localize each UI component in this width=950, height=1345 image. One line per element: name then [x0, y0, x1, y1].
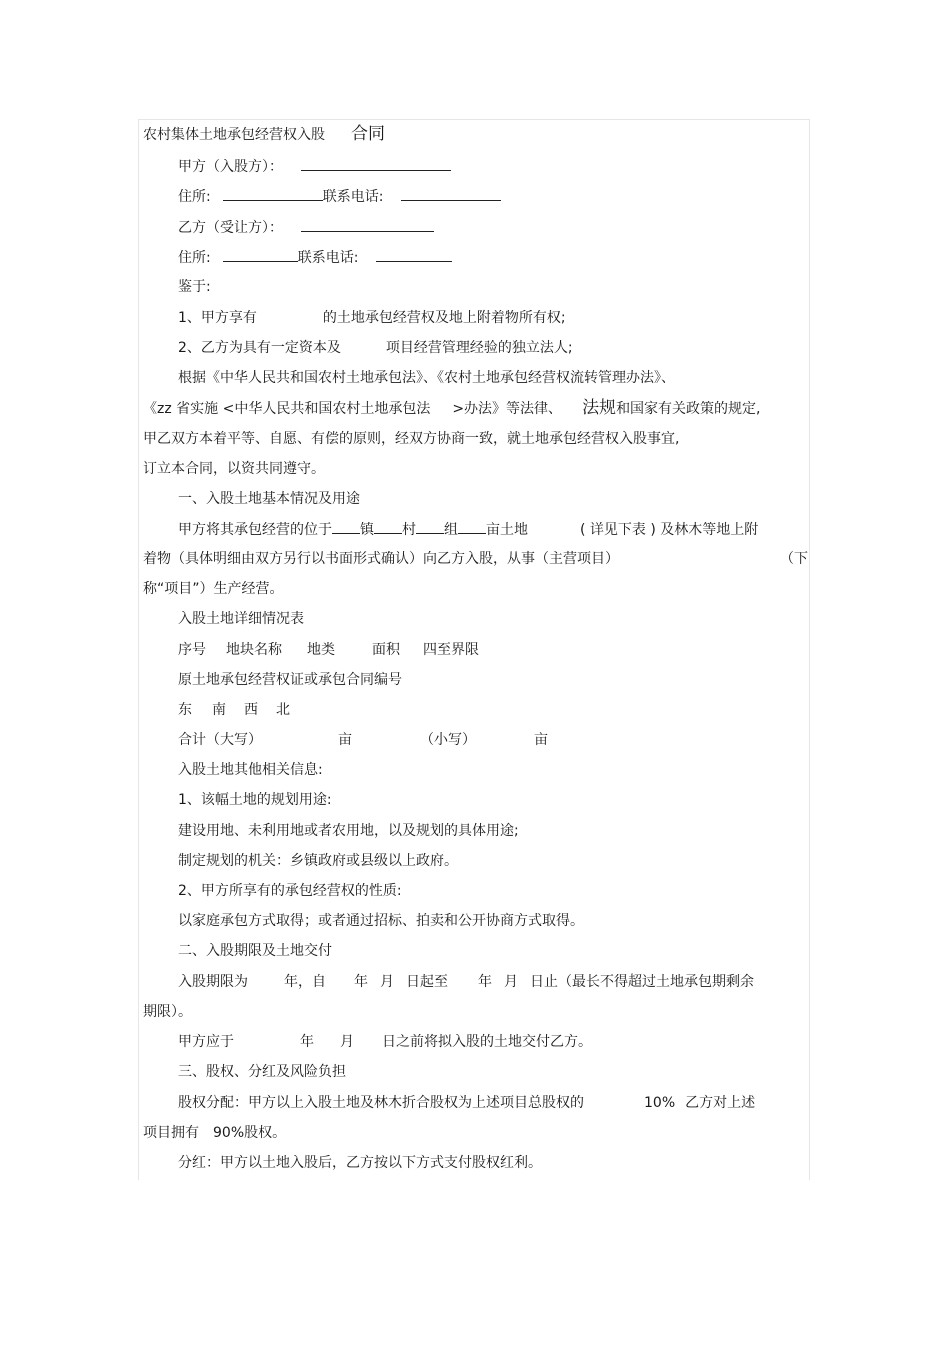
boundary-directions — [178, 700, 290, 720]
title-main: 农村集体土地承包经营权入股 — [143, 127, 325, 143]
nature-line-2: 以家庭承包方式取得；或者通过招标、拍卖和公开协商方式取得。 — [178, 913, 584, 929]
land-table-header — [178, 640, 479, 660]
equity-percent-b: 90%股权。 — [213, 1125, 287, 1141]
item1-part-a: 1、甲方享有 — [178, 310, 257, 326]
term-h: 日止（最长不得超过土地承包期剩余 — [530, 974, 754, 990]
equity-c: 乙方对上述 — [685, 1095, 756, 1111]
col-area: 面积 — [372, 642, 400, 658]
deliver-a: 甲方应于 — [178, 1034, 234, 1050]
total-line — [178, 730, 548, 750]
party-a-blank[interactable] — [301, 156, 451, 171]
town-blank[interactable] — [332, 519, 360, 534]
term-e: 日起至 — [406, 974, 448, 990]
term-line-2: 期限）。 — [143, 1004, 192, 1020]
basis2-part-b: >办法》等法律、 — [452, 401, 563, 417]
col-name: 地块名称 — [226, 642, 282, 658]
term-line — [178, 972, 754, 992]
dividend-line: 分红：甲方以土地入股后，乙方按以下方式支付股权红利。 — [178, 1155, 542, 1171]
document-title — [143, 124, 385, 145]
party-a-line — [178, 156, 451, 177]
equity-line-1 — [178, 1093, 755, 1113]
deliver-d: 日之前将拟入股的土地交付乙方。 — [382, 1034, 592, 1050]
basis2-part-d: 和国家有关政策的规定, — [616, 401, 761, 417]
term-b: 年，自 — [284, 974, 326, 990]
equity-percent-a: 10% — [644, 1095, 676, 1111]
dir-north: 北 — [276, 702, 290, 718]
phone-label: 联系电话: — [297, 250, 359, 266]
party-a-address-line — [178, 186, 501, 207]
col-type: 地类 — [307, 642, 335, 658]
party-b-phone-blank[interactable] — [376, 247, 452, 262]
group-blank[interactable] — [416, 519, 444, 534]
mu-label: 亩土地 — [486, 522, 528, 538]
section-1-para-line-1 — [178, 519, 758, 540]
total-mu-2: 亩 — [534, 732, 548, 748]
dir-east: 东 — [178, 702, 192, 718]
item2-part-a: 2、乙方为具有一定资本及 — [178, 340, 341, 356]
group-label: 组 — [444, 522, 458, 538]
section-1-para-line-2 — [143, 549, 619, 569]
address-label: 住所: — [178, 189, 211, 205]
equity-line-2 — [143, 1123, 286, 1143]
basis2-part-a: 《zz 省实施 <中华人民共和国农村土地承包法 — [143, 401, 431, 417]
party-b-address-blank[interactable] — [223, 247, 298, 262]
party-a-address-blank[interactable] — [223, 186, 323, 201]
deliver-b: 年 — [300, 1034, 314, 1050]
party-a-label: 甲方（入股方）： — [178, 159, 283, 175]
col-boundary: 四至界限 — [423, 642, 479, 658]
section-2-heading: 二、入股期限及土地交付 — [178, 943, 332, 959]
item2-part-b: 项目经营管理经验的独立法人; — [385, 340, 573, 356]
plan-line-1: 1、该幅土地的规划用途: — [178, 792, 332, 808]
section-3-heading: 三、股权、分红及风险负担 — [178, 1064, 346, 1080]
whereas-heading: 鉴于: — [178, 279, 211, 295]
party-b-label: 乙方（受让方）： — [178, 220, 283, 236]
party-a-phone-blank[interactable] — [401, 186, 501, 201]
party-b-line — [178, 217, 434, 238]
col-no: 序号 — [178, 642, 206, 658]
p1-part-c: 着物（具体明细由双方另行以书面形式确认）向乙方入股，从事（主营项目） — [143, 551, 619, 567]
basis-line-2 — [143, 398, 761, 419]
village-label: 村 — [402, 522, 416, 538]
title-suffix: 合同 — [351, 124, 385, 144]
equity-d: 项目拥有 — [143, 1125, 199, 1141]
phone-label: 联系电话: — [322, 189, 384, 205]
address-label: 住所: — [178, 250, 211, 266]
delivery-line — [178, 1032, 592, 1052]
nature-line-1: 2、甲方所享有的承包经营权的性质: — [178, 883, 402, 899]
term-d: 月 — [380, 974, 394, 990]
plan-line-3: 制定规划的机关：乡镇政府或县级以上政府。 — [178, 853, 458, 869]
basis-line-4: 订立本合同，以资共同遵守。 — [143, 461, 325, 477]
whereas-item-1 — [178, 308, 566, 328]
village-blank[interactable] — [374, 519, 402, 534]
basis2-part-c: 法规 — [582, 398, 617, 418]
party-b-blank[interactable] — [301, 217, 434, 232]
total-big-label: 合计（大写） — [178, 732, 262, 748]
term-f: 年 — [478, 974, 492, 990]
basis-line-1: 根据《中华人民共和国农村土地承包法》、《农村土地承包经营权流转管理办法》、 — [178, 370, 675, 386]
dir-west: 西 — [244, 702, 258, 718]
whereas-item-2 — [178, 338, 573, 358]
total-small-label: （小写） — [420, 732, 476, 748]
land-table-title: 入股土地详细情况表 — [178, 611, 304, 627]
term-a: 入股期限为 — [178, 974, 248, 990]
mu-blank[interactable] — [458, 519, 486, 534]
total-mu-1: 亩 — [338, 732, 352, 748]
dir-south: 南 — [212, 702, 226, 718]
basis-line-3: 甲乙双方本着平等、自愿、有偿的原则，经双方协商一致，就土地承包经营权入股事宜, — [143, 431, 680, 447]
plan-line-2: 建设用地、未利用地或者农用地，以及规划的具体用途; — [178, 823, 519, 839]
item1-part-b: 的土地承包经营权及地上附着物所有权; — [322, 310, 566, 326]
equity-a: 股权分配：甲方以上入股土地及林木折合股权为上述项目总股权的 — [178, 1095, 584, 1111]
section-1-heading: 一、入股土地基本情况及用途 — [178, 491, 360, 507]
col-certificate: 原土地承包经营权证或承包合同编号 — [178, 672, 402, 688]
deliver-c: 月 — [340, 1034, 354, 1050]
town-label: 镇 — [360, 522, 374, 538]
party-b-address-line — [178, 247, 452, 268]
section-1-para-line-3: 称“项目”）生产经营。 — [143, 581, 284, 597]
p1-part-a: 甲方将其承包经营的位于 — [178, 522, 332, 538]
p1-part-d: （下 — [780, 551, 808, 567]
p1-part-b: ( 详见下表 ) 及林木等地上附 — [580, 522, 759, 538]
term-c: 年 — [354, 974, 368, 990]
term-g: 月 — [504, 974, 518, 990]
other-info-heading: 入股土地其他相关信息: — [178, 762, 323, 778]
